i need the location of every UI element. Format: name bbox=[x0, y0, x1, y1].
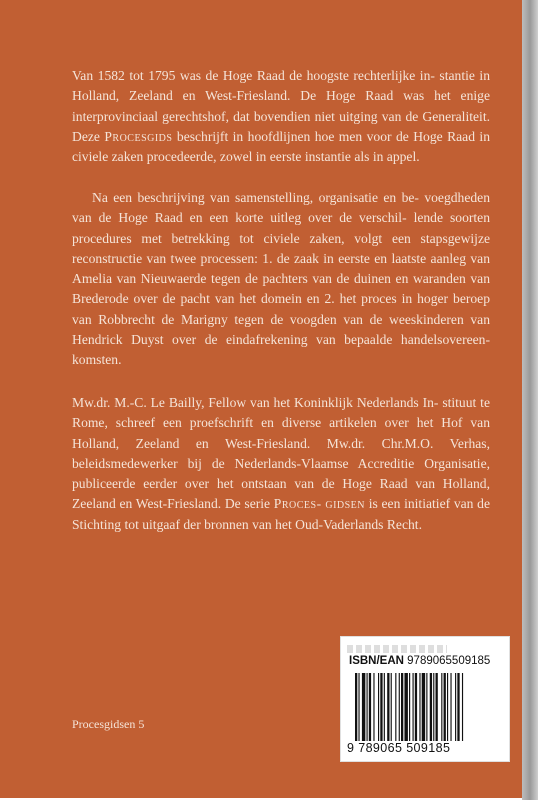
text-line: stituut te Rome, schreef een proefschrift en diverse artikelen over bbox=[72, 395, 490, 431]
page-edge bbox=[522, 0, 538, 800]
paragraph-summary bbox=[72, 188, 490, 371]
barcode-label bbox=[340, 636, 510, 762]
barcode-bar bbox=[358, 673, 359, 741]
barcode-bar bbox=[436, 673, 438, 741]
text-line: is een initiatief van de Stichting tot uitgaaf der bronnen bbox=[72, 496, 491, 532]
text-line: Verhas, beleidsmedewerker bij de Nederlands-Vlaamse Accreditie bbox=[72, 435, 490, 471]
barcode-bar bbox=[419, 673, 420, 741]
text-line: lende soorten procedures met betrekking tot civiele zaken, volgt bbox=[72, 210, 490, 246]
text-line: Marigny tegen de voogden van de weeskinderen van Hendrick bbox=[72, 311, 490, 348]
series-term: Procesgids bbox=[104, 128, 173, 144]
text-line: het Hof van Holland, Zeeland en West-Friesland. Mw.dr. Chr.M.O. bbox=[72, 415, 490, 451]
barcode-bar bbox=[399, 673, 400, 741]
text-line: stantie in Holland, Zeeland en West-Friesland. De Hoge Raad was bbox=[72, 68, 490, 104]
barcode-bar bbox=[355, 673, 357, 741]
barcode-bar bbox=[395, 673, 396, 741]
text-line: Na een beschrijving van samenstelling, organisatie en be- bbox=[92, 190, 419, 205]
barcode-bar bbox=[422, 673, 425, 741]
isbn-value: 9789065509185 bbox=[407, 655, 491, 667]
barcode-bar bbox=[447, 673, 448, 741]
text-line: van het domein en 2. het proces in hoger beroep van Robbrecht de bbox=[72, 291, 491, 327]
text-line: Organisatie, publiceerde eerder over het ontstaan van de Hoge bbox=[72, 455, 490, 492]
text-line: van het Oud-Vaderlands Recht. bbox=[252, 516, 422, 532]
barcode-bar bbox=[444, 673, 446, 741]
barcode-digits: 9 789065 509185 bbox=[347, 741, 451, 755]
barcode-bar bbox=[441, 673, 442, 741]
text-line: eerste en laatste aanleg van Amelia van Nieuwaerde tegen de bbox=[72, 250, 490, 287]
barcode-bar bbox=[391, 673, 392, 741]
text-line: Van 1582 tot 1795 was de Hoge Raad de hoogste rechterlijke in- bbox=[72, 68, 435, 83]
text-line: eerste instantie als in appel. bbox=[269, 149, 420, 165]
barcode-bar bbox=[362, 673, 365, 741]
barcode-bar bbox=[426, 673, 427, 741]
text-line: Duyst over de eindafrekening van bepaalde handelsovereen- bbox=[131, 332, 491, 348]
paragraph-intro bbox=[72, 66, 490, 167]
series-term: gidsen bbox=[325, 496, 366, 512]
barcode-bar bbox=[384, 673, 385, 741]
barcode-icon bbox=[355, 673, 503, 741]
text-line: voegdheden van de Hoge Raad en een korte uitleg over de verschil- bbox=[72, 190, 491, 226]
paragraph-intro-text bbox=[72, 66, 490, 167]
text-line: beschrijft in hoofdlijnen bbox=[172, 128, 311, 144]
text-line: Mw.dr. M.-C. Le Bailly, Fellow van het Koninklijk Nederlands In- bbox=[72, 395, 439, 410]
paragraph-authors bbox=[72, 393, 490, 535]
text-line: hoe men voor de Hoge Raad in civiele zaken procedeerde, zowel in bbox=[72, 128, 490, 165]
barcode-bar bbox=[369, 673, 371, 741]
barcode-bar bbox=[430, 673, 432, 741]
barcode-bar bbox=[433, 673, 434, 741]
text-line: van de Generaliteit. Deze bbox=[72, 108, 490, 144]
paragraph-summary-text bbox=[72, 188, 490, 371]
barcode-bar bbox=[415, 673, 417, 741]
text-line: een stapsgewijze reconstructie van twee processen: 1. de zaak in bbox=[72, 230, 491, 266]
barcode-bar bbox=[409, 673, 410, 741]
text-line: Raad van Holland, Zeeland en West-Friesland. De serie bbox=[72, 476, 490, 512]
paragraph-authors-text bbox=[72, 393, 490, 535]
barcode-bar bbox=[455, 673, 456, 741]
barcode-bar bbox=[462, 673, 463, 741]
isbn-text bbox=[349, 655, 490, 667]
barcode-bar bbox=[380, 673, 382, 741]
barcode-bar bbox=[373, 673, 374, 741]
text-line: pachters van de duinen en waranden van Brederode over de pacht bbox=[72, 271, 490, 307]
barcode-bar bbox=[401, 673, 403, 741]
barcode-bar bbox=[387, 673, 389, 741]
barcode-bar bbox=[450, 673, 451, 741]
text-line: komsten. bbox=[72, 352, 122, 368]
barcode-bar bbox=[457, 673, 459, 741]
series-label: Procesgidsen 5 bbox=[72, 717, 145, 731]
text-line: het enige interprovinciaal gerechtshof, dat bovendien niet uitging bbox=[72, 88, 490, 124]
barcode-bar bbox=[413, 673, 414, 741]
barcode-bar bbox=[404, 673, 407, 741]
barcode-bar bbox=[378, 673, 379, 741]
series-term: Proces- bbox=[273, 496, 322, 512]
isbn-tag: ISBN/EAN bbox=[349, 655, 404, 667]
barcode-faint-print bbox=[347, 645, 447, 653]
barcode-bar bbox=[367, 673, 368, 741]
